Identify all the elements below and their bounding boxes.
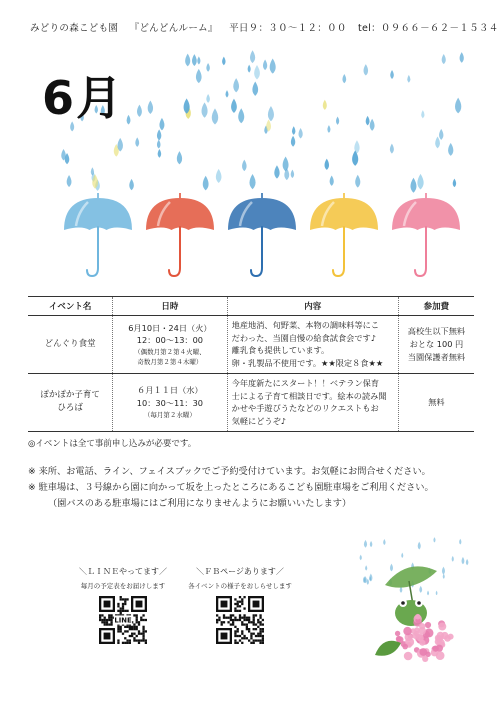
rain-drop <box>364 64 369 75</box>
rain-drop <box>212 108 218 124</box>
rain-drop <box>157 140 161 149</box>
rain-drop <box>137 105 142 117</box>
rain-drop <box>327 125 330 133</box>
event-content <box>227 316 398 374</box>
info-line: ※ 来所、お電話、ライン、フェイスブックでご予約受付けています。お気軽にお問合せください。 <box>28 466 431 477</box>
col-datetime: 日時 <box>113 297 227 316</box>
content-line: だわった、当園自慢の給食試食会です♪ <box>231 332 376 343</box>
frog-hydrangea-illustration <box>345 535 485 675</box>
time-line: 12：00～13：00 <box>136 335 204 346</box>
rain-drop <box>390 144 394 154</box>
rain-drop <box>185 54 190 67</box>
rain-drop <box>268 106 274 121</box>
rain-drop <box>231 99 237 113</box>
rain-drop <box>225 90 228 98</box>
rain-drop <box>196 69 202 83</box>
rain-drop <box>421 110 424 118</box>
rain-drop <box>206 63 210 72</box>
date-note: （偶数月第２第４火曜、 <box>134 348 206 357</box>
rain-drop <box>270 58 276 73</box>
rain-drop <box>291 170 294 178</box>
line-qr-label: LINE <box>114 616 132 625</box>
rain-drop <box>366 116 370 126</box>
content-line: 士による子育て相談日です。絵本の読み聞 <box>231 390 387 401</box>
line-title: ＼ＬＩＮＥやってます／ <box>79 567 167 576</box>
rain-drop <box>206 94 210 103</box>
rain-drop <box>448 143 453 156</box>
rain-drop <box>291 136 295 147</box>
rain-drop <box>274 165 279 178</box>
col-content: 内容 <box>227 297 398 316</box>
col-event-name: イベント名 <box>28 297 113 316</box>
program-name: 『どんどんルーム』 <box>129 23 218 34</box>
rain-drop <box>222 57 225 66</box>
content-line: 気軽にどうぞ♪ <box>231 415 286 426</box>
star-icon: ★★ <box>368 358 384 369</box>
fb-subtitle: 各イベントの様子をおしらせします <box>188 582 292 590</box>
rain-drop <box>249 174 255 189</box>
event-name: ぽかぽか子育て ひろば <box>28 373 113 431</box>
rain-drop <box>455 98 461 114</box>
content-line: 地産地消、旬野菜、本物の調味料等にこ <box>231 320 380 330</box>
col-fee: 参加費 <box>398 297 474 316</box>
rain-drop <box>299 128 303 139</box>
rain-drop <box>254 65 260 79</box>
content-line: かせや手遊びうたなどのリクエストもお <box>231 403 379 414</box>
rain-drop <box>135 137 139 147</box>
date-note: （毎月第２水曜） <box>143 410 196 419</box>
date-line: ６月１１日（水） <box>137 385 203 396</box>
rain-drop <box>201 102 207 117</box>
rain-drop <box>238 108 244 123</box>
star-icon: ★★ <box>321 358 336 369</box>
umbrella <box>392 193 460 276</box>
time-line: 10：30～11：30 <box>136 398 204 409</box>
rain-drop <box>407 75 410 83</box>
umbrella <box>64 193 132 276</box>
telephone: tel：０９６６－６２－１５３４ <box>358 23 499 34</box>
rain-drop <box>233 78 239 92</box>
rain-drop <box>323 100 327 110</box>
line-qr-code[interactable] <box>99 596 147 644</box>
rain-drop <box>342 74 346 83</box>
fee-line: おとな 100 円 <box>409 339 464 350</box>
reservation-note: ◎イベントは全て事前申し込みが必要です。 <box>28 439 197 449</box>
rain-drop <box>127 115 131 125</box>
limit-text: 限定８食 <box>335 358 369 369</box>
line-subtitle: 毎月の予定表をお届けします <box>80 582 166 590</box>
event-fee: 無料 <box>398 373 474 431</box>
month-title: 6月 <box>42 71 125 125</box>
table-header-row <box>28 297 474 316</box>
rain-drop <box>67 175 72 187</box>
org-name: みどりの森こども園 <box>30 23 119 34</box>
fb-title: ＼ＦＢページあります／ <box>196 567 284 576</box>
content-line: 今年度新たにスタート！！ベテラン保育 <box>231 377 380 388</box>
date-line: 6月10日・24日（火） <box>128 322 212 333</box>
page-header <box>30 20 499 34</box>
date-note: 奇数月第２第４木曜） <box>137 358 203 367</box>
info-line: ※ 駐車場は、３号線から園に向かって坂を上ったところにあるこども園駐車場をご利用ください。 <box>28 482 434 494</box>
rain-drop <box>250 50 255 63</box>
rain-drop <box>129 179 134 190</box>
rain-drop <box>460 52 464 63</box>
rain-drop <box>336 117 339 125</box>
rain-drop <box>242 160 247 171</box>
umbrella <box>228 193 296 276</box>
rain-drop <box>263 60 267 71</box>
fee-line: 高校生以下無料 <box>407 326 466 337</box>
event-datetime <box>113 316 227 374</box>
rain-drop <box>177 151 182 164</box>
umbrella <box>146 193 214 276</box>
event-content <box>227 373 398 431</box>
line-qr-block <box>68 566 178 644</box>
umbrellas-illustration <box>60 190 480 282</box>
rain-drop <box>355 175 360 188</box>
info-line: （園バスのある駐車場にはご利用になりませんようにお願いいたします） <box>48 498 352 510</box>
rain-drop <box>158 149 161 158</box>
rain-drop <box>324 159 329 170</box>
event-table <box>28 296 474 432</box>
event-name: どんぐり食堂 <box>28 316 113 374</box>
event-datetime <box>113 373 227 431</box>
table-row <box>28 316 474 374</box>
rain-drop <box>148 101 153 115</box>
rain-drop <box>370 119 375 131</box>
rain-drop <box>283 156 289 171</box>
event-fee <box>398 316 474 374</box>
rain-drop <box>390 70 394 79</box>
contact-info <box>28 464 478 512</box>
rain-drop <box>453 179 456 188</box>
rain-drop <box>330 176 334 186</box>
rain-drop <box>435 136 440 148</box>
content-line: 卵・乳製品不使用です。★★限定８食★★ <box>231 358 384 369</box>
rain-drop <box>216 169 222 183</box>
rain-drop <box>192 54 197 66</box>
rain-drop <box>417 174 423 190</box>
rain-drop <box>159 118 164 130</box>
rain-drop <box>442 54 446 64</box>
fb-qr-block <box>180 566 300 644</box>
rain-drop <box>203 176 209 191</box>
umbrella <box>310 193 378 276</box>
hours: 平日９：３０～１２：００ <box>229 23 347 34</box>
rain-drop <box>157 129 161 140</box>
rain-drop <box>197 56 200 64</box>
fb-qr-code[interactable] <box>216 596 264 644</box>
content-line: 離乳食も提供しています。 <box>231 345 330 356</box>
rain-drop <box>252 81 258 95</box>
table-row <box>28 373 474 431</box>
fee-line: 当園保護者無料 <box>407 351 466 362</box>
rain-drop <box>248 65 251 73</box>
rain-drop <box>292 126 295 135</box>
rain-drop <box>439 129 443 140</box>
